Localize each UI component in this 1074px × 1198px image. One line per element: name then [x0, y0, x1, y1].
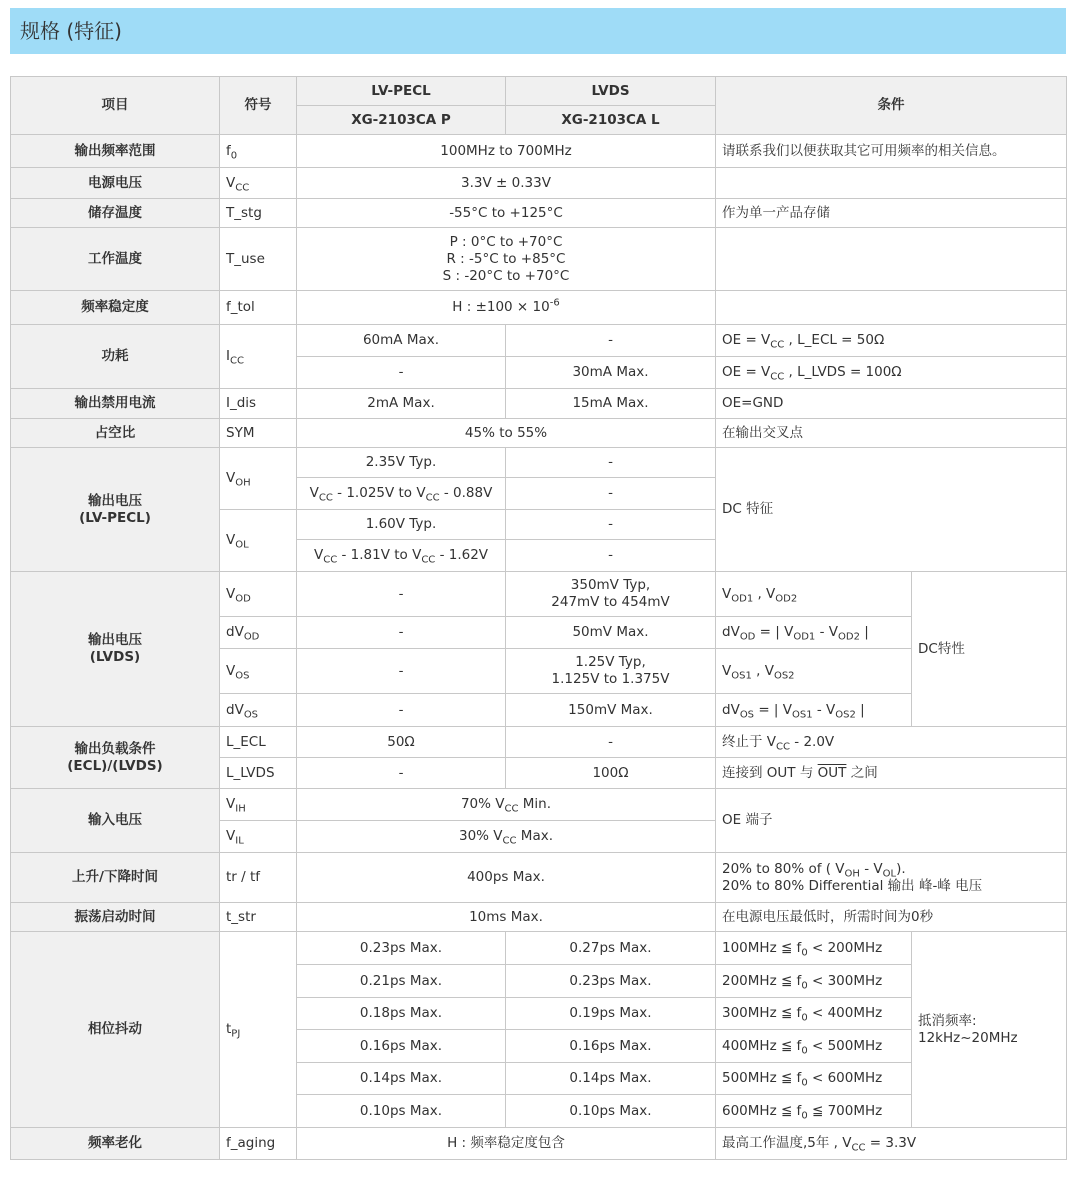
table-row	[11, 228, 1067, 291]
row-condition	[716, 228, 1067, 291]
row-condition	[716, 291, 1067, 325]
row-value-lvds: 1.25V Typ, 1.125V to 1.375V	[506, 649, 716, 694]
row-value: H : $\pm 100 \times 10^{-6}$	[297, 291, 716, 325]
row-label: 输出禁用电流	[11, 389, 220, 419]
row-symbol: T_use	[220, 228, 297, 291]
row-condition: 500MHz ≦ $f_0 < 600MHz$	[716, 1063, 912, 1095]
row-symbol: $dV_{OS}$	[220, 694, 297, 727]
row-value-lvds: 50mV Max.	[506, 617, 716, 649]
row-condition: 100MHz ≦ $f_0 < 200MHz$	[716, 932, 912, 965]
row-value-pecl: 1.60V Typ.	[297, 510, 506, 540]
row-condition: 作为单一产品存储	[716, 199, 1067, 228]
row-symbol: tr / tf	[220, 853, 297, 903]
row-condition: 最高工作温度,5年 , $V_{CC} = 3.3V$	[716, 1128, 1067, 1160]
row-value-pecl: $V_{CC} - 1.81V$ to $V_{CC} - 1.62V$	[297, 540, 506, 572]
table-row	[11, 389, 1067, 419]
row-symbol: $V_{CC}$	[220, 168, 297, 199]
header-row-1	[11, 77, 1067, 106]
row-value-pecl: 0.18ps Max.	[297, 998, 506, 1030]
section-title: 规格 (特征)	[10, 8, 1066, 54]
row-value: -55°C to +125°C	[297, 199, 716, 228]
row-condition	[716, 168, 1067, 199]
row-label: 振荡启动时间	[11, 903, 220, 932]
row-label: 上升/下降时间	[11, 853, 220, 903]
row-symbol: L_LVDS	[220, 758, 297, 789]
row-label: 储存温度	[11, 199, 220, 228]
row-value-lvds: 100Ω	[506, 758, 716, 789]
row-symbol: I_dis	[220, 389, 297, 419]
row-value-lvds: 15mA Max.	[506, 389, 716, 419]
table-row	[11, 168, 1067, 199]
row-condition: OE 端子	[716, 789, 1067, 853]
row-value: 10ms Max.	[297, 903, 716, 932]
row-value-pecl: 2mA Max.	[297, 389, 506, 419]
row-value: P : 0°C to +70°C R : -5°C to +85°C S : -20°C to +70°C	[297, 228, 716, 291]
row-symbol: $V_{OD}$	[220, 572, 297, 617]
row-value-pecl: 60mA Max.	[297, 325, 506, 357]
header-model-p: XG-2103CA P	[297, 106, 506, 135]
row-value-pecl: -	[297, 357, 506, 389]
row-value-pecl: 50Ω	[297, 727, 506, 758]
row-symbol: f_tol	[220, 291, 297, 325]
row-value-pecl: -	[297, 758, 506, 789]
row-label: 输出电压 (LVDS)	[11, 572, 220, 727]
row-label: 功耗	[11, 325, 220, 389]
row-value-lvds: -	[506, 510, 716, 540]
table-row	[11, 572, 1067, 617]
header-model-l: XG-2103CA L	[506, 106, 716, 135]
row-value-lvds: 0.19ps Max.	[506, 998, 716, 1030]
table-row	[11, 199, 1067, 228]
header-item: 项目	[11, 77, 220, 135]
row-condition: $dV_{OS}$ = | $V_{OS1} - V_{OS2}$ |	[716, 694, 912, 727]
row-symbol: $V_{OS}$	[220, 649, 297, 694]
table-row	[11, 135, 1067, 168]
row-symbol: t_str	[220, 903, 297, 932]
row-value-lvds: 0.14ps Max.	[506, 1063, 716, 1095]
row-value: 400ps Max.	[297, 853, 716, 903]
row-label: 输出频率范围	[11, 135, 220, 168]
row-symbol: L_ECL	[220, 727, 297, 758]
row-condition-group: DC特性	[912, 572, 1067, 727]
row-label: 相位抖动	[11, 932, 220, 1128]
row-condition: OE=GND	[716, 389, 1067, 419]
row-value-pecl: -	[297, 694, 506, 727]
row-symbol: f_aging	[220, 1128, 297, 1160]
row-label: 占空比	[11, 419, 220, 448]
table-row	[11, 789, 1067, 821]
row-condition: $V_{OD1}$ , $V_{OD2}$	[716, 572, 912, 617]
row-value-pecl: -	[297, 572, 506, 617]
row-label: 电源电压	[11, 168, 220, 199]
row-value-lvds: -	[506, 540, 716, 572]
row-value: 70% $V_{CC}$ Min.	[297, 789, 716, 821]
row-symbol: $V_{IH}$	[220, 789, 297, 821]
row-value-pecl: -	[297, 649, 506, 694]
row-condition-group: 抵消频率: 12kHz~20MHz	[912, 932, 1067, 1128]
row-value-pecl: 2.35V Typ.	[297, 448, 506, 478]
row-value-pecl: $V_{CC} - 1.025V$ to $V_{CC} - 0.88V$	[297, 478, 506, 510]
header-symbol: 符号	[220, 77, 297, 135]
row-value: 45% to 55%	[297, 419, 716, 448]
row-symbol: T_stg	[220, 199, 297, 228]
row-condition: 400MHz ≦ $f_0 < 500MHz$	[716, 1030, 912, 1063]
row-value-lvds: -	[506, 478, 716, 510]
row-condition: DC 特征	[716, 448, 1067, 572]
row-condition: 在电源电压最低时，所需时间为0秒	[716, 903, 1067, 932]
row-value-pecl: 0.21ps Max.	[297, 965, 506, 998]
row-condition: 连接到 OUT 与 $\overline{OUT}$ 之间	[716, 758, 1067, 789]
row-value-lvds: -	[506, 325, 716, 357]
row-value-pecl: 0.16ps Max.	[297, 1030, 506, 1063]
row-value-lvds: 0.23ps Max.	[506, 965, 716, 998]
row-symbol: $t_{PJ}$	[220, 932, 297, 1128]
table-row	[11, 932, 1067, 965]
row-label: 频率老化	[11, 1128, 220, 1160]
header-conditions: 条件	[716, 77, 1067, 135]
table-row	[11, 291, 1067, 325]
table-row	[11, 853, 1067, 903]
row-value-lvds: -	[506, 448, 716, 478]
row-condition: 终止于 $V_{CC} - 2.0V$	[716, 727, 1067, 758]
row-value-pecl: 0.10ps Max.	[297, 1095, 506, 1128]
row-condition: 600MHz ≦ $f_0$ ≦ 700MHz	[716, 1095, 912, 1128]
row-value-lvds: 0.10ps Max.	[506, 1095, 716, 1128]
spec-table	[10, 76, 1067, 1160]
row-value-pecl: 0.23ps Max.	[297, 932, 506, 965]
row-symbol: $V_{IL}$	[220, 821, 297, 853]
row-condition: OE = $V_{CC}$ , L_LVDS = 100Ω	[716, 357, 1067, 389]
row-label: 输出负载条件 (ECL)/(LVDS)	[11, 727, 220, 789]
table-row	[11, 727, 1067, 758]
row-label: 输出电压 (LV-PECL)	[11, 448, 220, 572]
row-value: 3.3V ± 0.33V	[297, 168, 716, 199]
header-group-lvpecl: LV-PECL	[297, 77, 506, 106]
row-condition: OE = $V_{CC}$ , L_ECL = 50Ω	[716, 325, 1067, 357]
row-symbol: $f_0$	[220, 135, 297, 168]
table-row	[11, 903, 1067, 932]
row-label: 频率稳定度	[11, 291, 220, 325]
row-condition: $V_{OS1}$ , $V_{OS2}$	[716, 649, 912, 694]
row-symbol: $V_{OL}$	[220, 510, 297, 572]
row-value-pecl: -	[297, 617, 506, 649]
row-symbol: $I_{CC}$	[220, 325, 297, 389]
row-value: H : 频率稳定度包含	[297, 1128, 716, 1160]
row-value: 30% $V_{CC}$ Max.	[297, 821, 716, 853]
row-symbol: $V_{OH}$	[220, 448, 297, 510]
row-condition: 20% to 80% of ( $V_{OH} - V_{OL}$). 20% to 80% Differential 输出 峰-峰 电压	[716, 853, 1067, 903]
row-value: 100MHz to 700MHz	[297, 135, 716, 168]
row-value-lvds: 150mV Max.	[506, 694, 716, 727]
table-row	[11, 325, 1067, 357]
table-row	[11, 1128, 1067, 1160]
row-condition: 300MHz ≦ $f_0 < 400MHz$	[716, 998, 912, 1030]
row-value-lvds: -	[506, 727, 716, 758]
row-symbol: SYM	[220, 419, 297, 448]
row-condition: 在输出交叉点	[716, 419, 1067, 448]
row-label: 工作温度	[11, 228, 220, 291]
row-condition: $dV_{OD}$ = | $V_{OD1} - V_{OD2}$ |	[716, 617, 912, 649]
row-value-lvds: 350mV Typ, 247mV to 454mV	[506, 572, 716, 617]
row-condition: 请联系我们以便获取其它可用频率的相关信息。	[716, 135, 1067, 168]
row-symbol: $dV_{OD}$	[220, 617, 297, 649]
row-value-lvds: 0.16ps Max.	[506, 1030, 716, 1063]
table-row	[11, 419, 1067, 448]
row-condition: 200MHz ≦ $f_0 < 300MHz$	[716, 965, 912, 998]
row-value-lvds: 0.27ps Max.	[506, 932, 716, 965]
row-value-lvds: 30mA Max.	[506, 357, 716, 389]
row-label: 输入电压	[11, 789, 220, 853]
row-value-pecl: 0.14ps Max.	[297, 1063, 506, 1095]
header-group-lvds: LVDS	[506, 77, 716, 106]
table-row	[11, 448, 1067, 478]
